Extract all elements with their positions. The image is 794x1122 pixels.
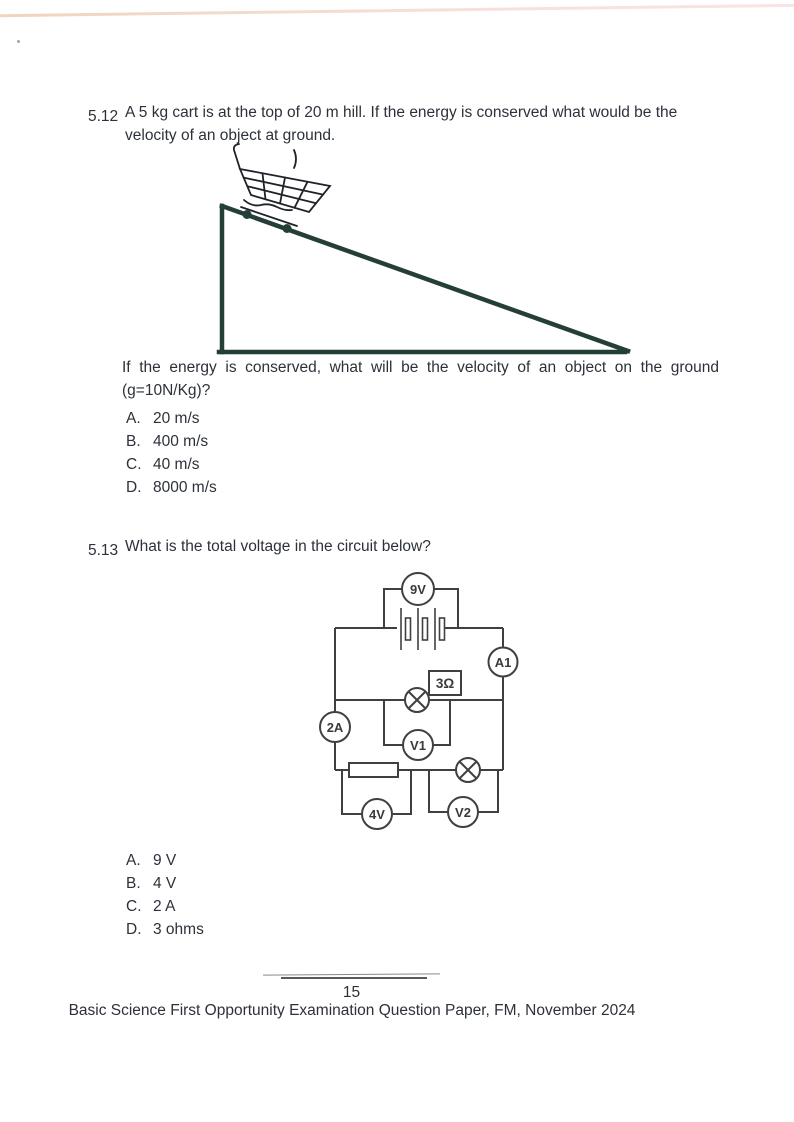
ammeter-2a-label: 2A [326,720,344,735]
question-5-13-number: 5.13 [88,542,119,559]
scan-artifact-line [0,4,794,17]
incline-triangle [219,206,628,352]
battery-short-plate [406,618,411,640]
option-row [126,476,217,499]
ammeter-a1 [489,648,518,677]
option-row [126,407,217,430]
ammeter-2a [320,712,350,742]
option-row [126,918,204,941]
option-letter: A. [126,852,141,869]
footer-rule [281,977,427,979]
voltmeter-9v-label: 9V [410,582,426,597]
option-letter: D. [126,921,142,938]
battery-icon [397,608,445,650]
footer-rule [263,973,440,975]
voltmeter-9v [402,573,434,605]
question-5-13-text: What is the total voltage in the circuit below? [125,538,431,555]
voltmeter-v2-label: V2 [455,805,471,820]
incline-cart-diagram [195,143,645,358]
cart-wheel-icon [243,210,252,219]
voltmeter-4v-label: 4V [369,807,385,822]
question-5-12-followup: If the energy is conserved, what will be the velocity of an object on the ground (g=10N/Kg)? [122,359,719,399]
option-value: 40 m/s [153,456,200,473]
cart-wheel-icon [283,224,292,233]
cart-handle-flourish [294,150,296,168]
option-value: 20 m/s [153,410,200,427]
lamp-icon [456,758,480,782]
option-value: 9 V [153,852,177,869]
option-letter: B. [126,875,141,892]
option-row [126,895,204,918]
voltmeter-v2 [448,797,478,827]
option-value: 8000 m/s [153,479,217,496]
question-5-13-options [126,849,204,941]
option-letter: A. [126,410,141,427]
page-number: 15 [342,984,361,1001]
battery-short-plate [423,618,428,640]
option-letter: C. [126,456,142,473]
question-5-12-text: A 5 kg cart is at the top of 20 m hill. If the energy is conserved what would be the velocity of an object at ground. [125,104,678,144]
option-letter: B. [126,433,141,450]
question-5-12-number: 5.12 [88,108,119,125]
scan-artifact-speck [17,40,20,43]
footer-source-line: Basic Science First Opportunity Examination Question Paper, FM, November 2024 [68,1002,636,1019]
voltmeter-v1 [403,730,433,760]
option-value: 2 A [153,898,176,915]
option-row [126,453,217,476]
option-row [126,430,217,453]
battery-wire-mask [397,622,444,634]
option-row [126,872,204,895]
resistor-icon [349,763,398,777]
cart-handle [234,144,240,169]
option-value: 400 m/s [153,433,209,450]
option-letter: C. [126,898,142,915]
option-letter: D. [126,479,142,496]
circuit-diagram [310,570,525,835]
question-5-12-options [126,407,217,499]
ammeter-a1-label: A1 [494,655,512,670]
voltmeter-v1-label: V1 [410,738,426,753]
option-value: 4 V [153,875,177,892]
option-row [126,849,204,872]
battery-short-plate [440,618,445,640]
resistor-value-label: 3Ω [435,676,455,691]
voltmeter-4v [362,799,392,829]
option-value: 3 ohms [153,921,204,938]
lamp-icon [405,688,429,712]
